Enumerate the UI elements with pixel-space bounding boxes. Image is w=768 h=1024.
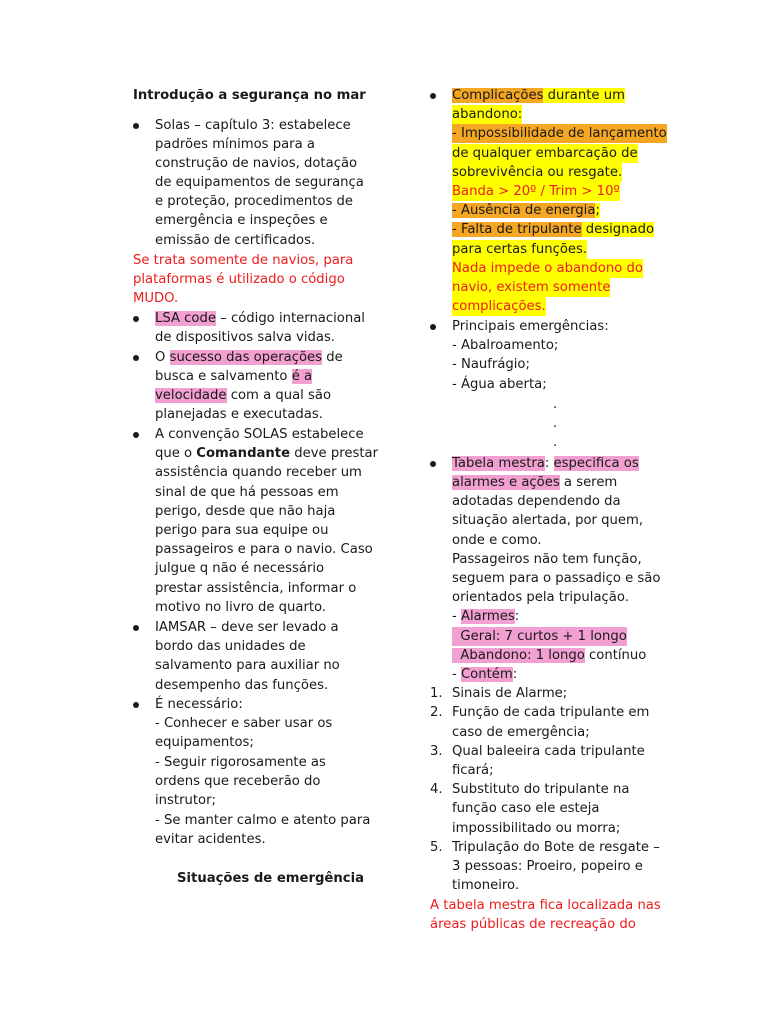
- text-line: bordo das unidades de: [155, 639, 306, 654]
- text-line: sobrevivência ou resgate.: [452, 165, 623, 180]
- list-item: ficará;: [452, 763, 494, 778]
- text-line: Tabela mestra: especifica os: [452, 456, 639, 471]
- text-line: evitar acidentes.: [155, 832, 266, 847]
- list-item: 3 pessoas: Proeiro, popeiro e: [452, 859, 643, 874]
- text-line: - Conhecer e saber usar os: [155, 716, 333, 731]
- list-item: Sinais de Alarme;: [452, 686, 568, 701]
- highlight: é a: [291, 369, 313, 384]
- text-line: abandono:: [452, 107, 523, 122]
- highlight: Complicações: [452, 88, 544, 103]
- text-line: assistência quando receber um: [155, 465, 362, 480]
- note-red: Banda > 20º / Trim > 10º: [452, 184, 620, 199]
- text-line: onde e como.: [452, 533, 542, 548]
- text-line: de dispositivos salva vidas.: [155, 330, 336, 345]
- text-line: LSA code – código internacional: [155, 311, 365, 326]
- text-line: equipamentos;: [155, 735, 254, 750]
- text-line: - Se manter calmo e atento para: [155, 813, 371, 828]
- text-line: IAMSAR – deve ser levado a: [155, 620, 339, 635]
- highlight: Geral: 7 curtos + 1 longo: [452, 629, 627, 644]
- highlight: Abandono: 1 longo: [452, 648, 585, 663]
- text-line: alarmes e ações a serem: [452, 475, 618, 490]
- text-line: - Falta de tripulante designado: [452, 222, 655, 237]
- ellipsis-dot: .: [553, 435, 558, 450]
- text-line: emissão de certificados.: [155, 233, 316, 248]
- list-item: Tripulação do Bote de resgate –: [452, 840, 660, 855]
- highlight: - Ausência de energia: [452, 203, 596, 218]
- text-line: salvamento para auxiliar no: [155, 658, 340, 673]
- bullet-icon: [133, 625, 139, 631]
- text-line: prestar assistência, informar o: [155, 581, 357, 596]
- text-line: É necessário:: [155, 697, 243, 712]
- note-red: plataformas é utilizado o código: [133, 272, 345, 287]
- highlight: LSA code: [155, 311, 216, 326]
- highlight: velocidade: [155, 388, 227, 403]
- text-line: Passageiros não tem função,: [452, 552, 642, 567]
- list-item: função caso ele esteja: [452, 801, 600, 816]
- text-line: - Abalroamento;: [452, 338, 559, 353]
- text-line: motivo no livro de quarto.: [155, 600, 327, 615]
- bullet-icon: [430, 461, 436, 467]
- bullet-icon: [133, 355, 139, 361]
- note-red: A tabela mestra fica localizada nas: [430, 898, 661, 913]
- text-line: orientados pela tripulação.: [452, 590, 629, 605]
- text-line: - Ausência de energia;: [452, 203, 600, 218]
- text-line: desempenho das funções.: [155, 678, 329, 693]
- text-line: - Naufrágio;: [452, 357, 530, 372]
- note-red: navio, existem somente: [452, 280, 611, 295]
- text-line: seguem para o passadiço e são: [452, 571, 661, 586]
- text-line: Principais emergências:: [452, 319, 609, 334]
- text-line: A convenção SOLAS estabelece: [155, 427, 364, 442]
- text-line: busca e salvamento é a: [155, 369, 313, 384]
- highlight: sucesso das operações: [169, 350, 323, 365]
- text-line: Solas – capítulo 3: estabelece: [155, 118, 351, 133]
- text-line: velocidade com a qual são: [155, 388, 332, 403]
- text-line: ordens que receberão do: [155, 774, 321, 789]
- text-line: planejadas e executadas.: [155, 407, 323, 422]
- text-line: para certas funções.: [452, 242, 588, 257]
- list-number: 5.: [430, 840, 443, 855]
- list-number: 2.: [430, 705, 443, 720]
- list-number: 3.: [430, 744, 443, 759]
- note-red: Se trata somente de navios, para: [133, 253, 354, 268]
- note-red: Nada impede o abandono do: [452, 261, 643, 276]
- text-line: de equipamentos de segurança: [155, 175, 364, 190]
- text-line: construção de navios, dotação: [155, 156, 358, 171]
- list-item: timoneiro.: [452, 878, 520, 893]
- text-line: situação alertada, por quem,: [452, 513, 644, 528]
- list-number: 1.: [430, 686, 443, 701]
- highlight: Contém: [460, 667, 513, 682]
- text-line: passageiros e para o navio. Caso: [155, 542, 373, 557]
- highlight: alarmes e ações: [452, 475, 560, 490]
- highlight: Alarmes: [460, 609, 515, 624]
- note-red: complicações.: [452, 299, 546, 314]
- bullet-icon: [133, 432, 139, 438]
- text-line: Complicações durante um: [452, 88, 625, 103]
- text-line: de qualquer embarcação de: [452, 146, 638, 161]
- text-line: - Água aberta;: [452, 377, 547, 392]
- text-line: - Contém:: [452, 667, 518, 682]
- text-line: perigo, desde que não haja: [155, 504, 336, 519]
- list-item: Qual baleeira cada tripulante: [452, 744, 645, 759]
- text-line: instrutor;: [155, 793, 216, 808]
- text-line: O sucesso das operações de: [155, 350, 343, 365]
- bullet-icon: [133, 123, 139, 129]
- section-title: Introdução a segurança no mar: [133, 88, 366, 103]
- list-item: impossibilitado ou morra;: [452, 821, 621, 836]
- list-number: 4.: [430, 782, 443, 797]
- bullet-icon: [430, 93, 436, 99]
- text-line: - Seguir rigorosamente as: [155, 755, 326, 770]
- text-line: Abandono: 1 longo contínuo: [452, 648, 647, 663]
- list-item: caso de emergência;: [452, 725, 590, 740]
- list-item: Substituto do tripulante na: [452, 782, 630, 797]
- highlight: especifica os: [553, 456, 639, 471]
- note-red: MUDO.: [133, 291, 179, 306]
- bullet-icon: [133, 316, 139, 322]
- highlight: Tabela mestra: [452, 456, 545, 471]
- text-line: padrões mínimos para a: [155, 137, 315, 152]
- text-line: sinal de que há pessoas em: [155, 485, 339, 500]
- bullet-icon: [133, 702, 139, 708]
- highlight: - Falta de tripulante: [452, 222, 582, 237]
- text-line: perigo para sua equipe ou: [155, 523, 329, 538]
- text-line: que o Comandante deve prestar: [155, 446, 378, 461]
- text-line: - Impossibilidade de lançamento: [452, 126, 667, 141]
- text-line: adotadas dependendo da: [452, 494, 621, 509]
- ellipsis-dot: .: [553, 416, 558, 431]
- text-line: emergência e inspeções e: [155, 213, 328, 228]
- list-item: Função de cada tripulante em: [452, 705, 650, 720]
- bullet-icon: [430, 324, 436, 330]
- note-red: áreas públicas de recreação do: [430, 917, 636, 932]
- text-line: e proteção, procedimentos de: [155, 194, 354, 209]
- ellipsis-dot: .: [553, 397, 558, 412]
- section-subtitle: Situações de emergência: [177, 871, 364, 886]
- text-line: julgue q não é necessário: [155, 561, 325, 576]
- text-line: - Alarmes:: [452, 609, 520, 624]
